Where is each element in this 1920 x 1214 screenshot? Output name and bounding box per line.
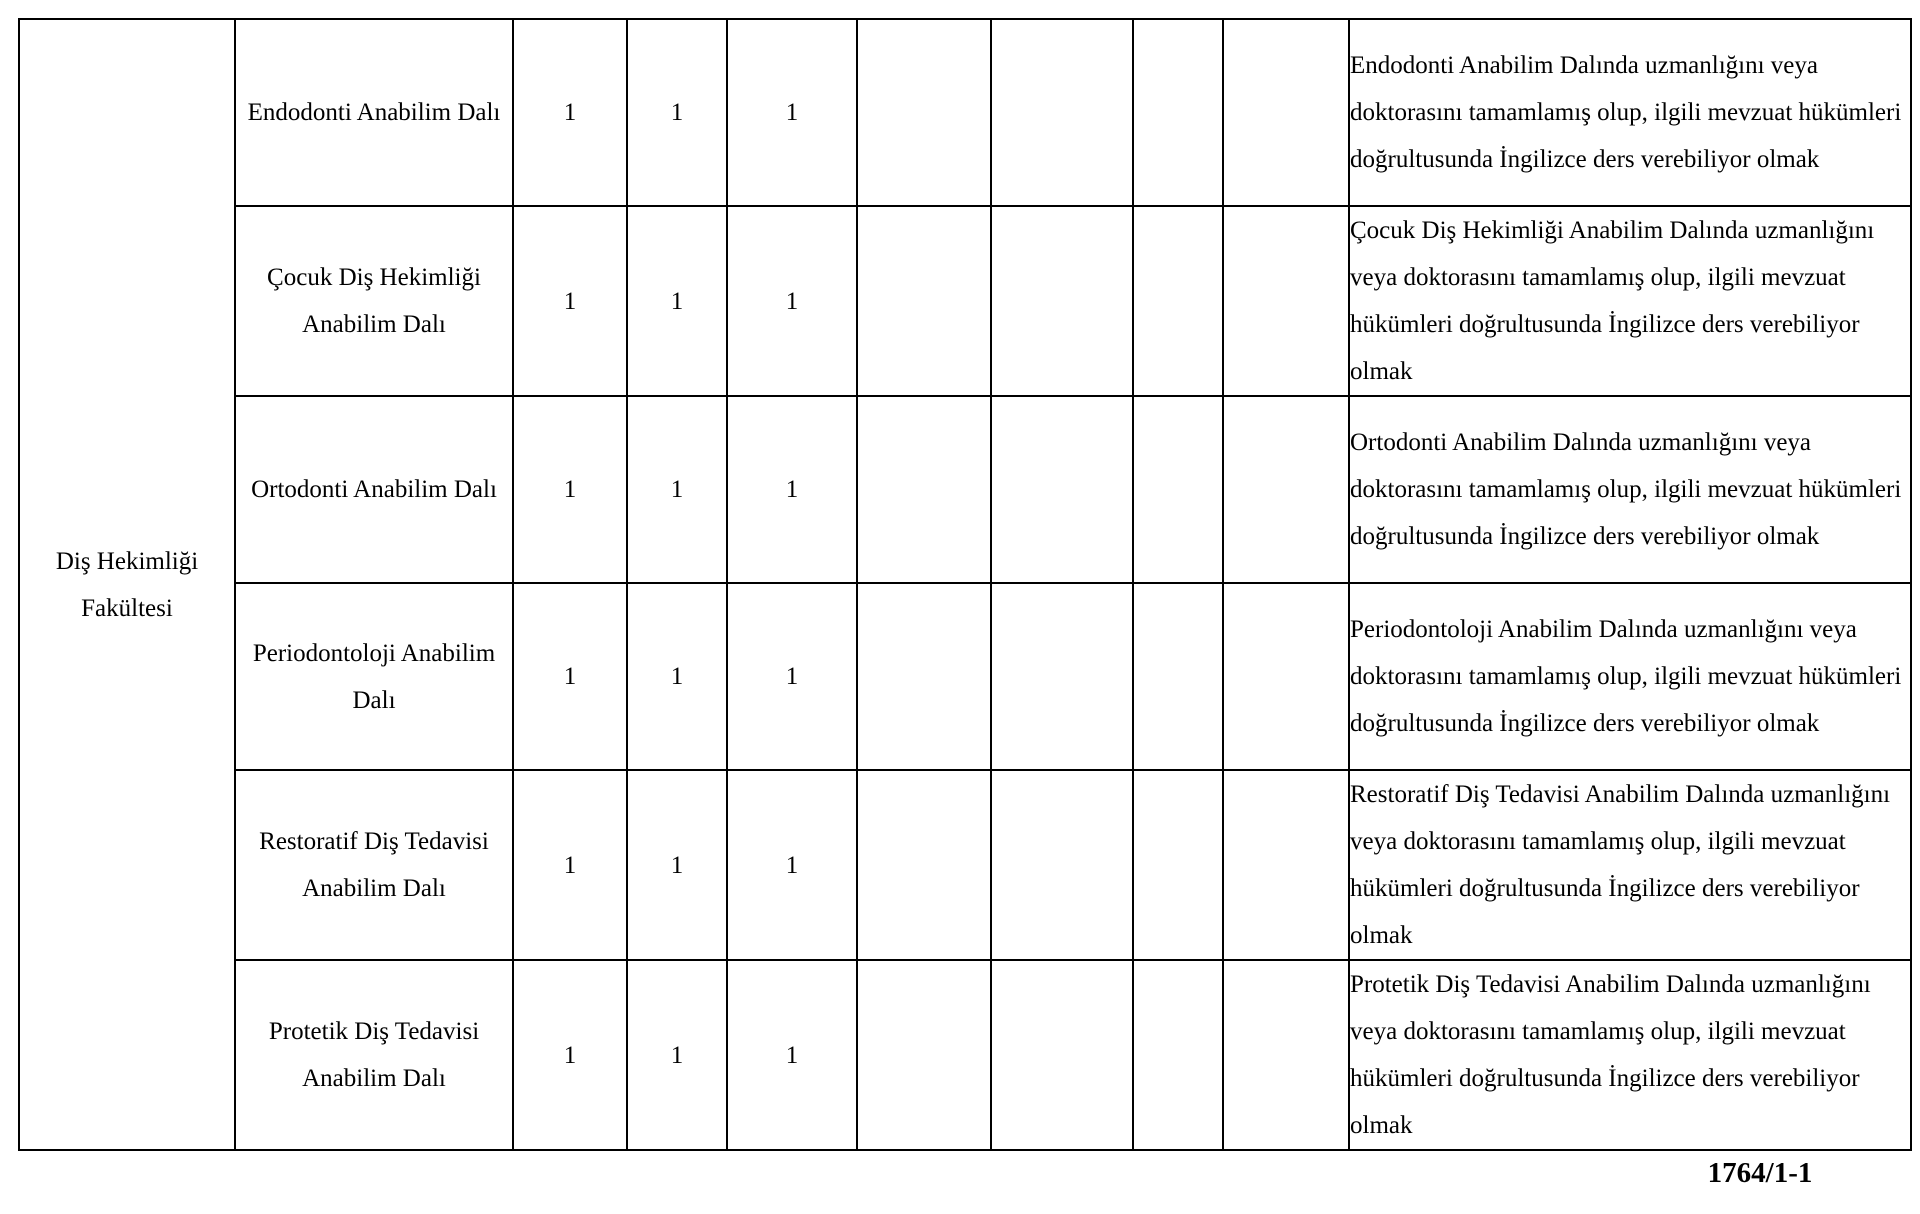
empty-cell bbox=[857, 206, 991, 396]
count-cell-2: 1 bbox=[627, 583, 727, 770]
empty-cell bbox=[1133, 960, 1223, 1150]
empty-cell bbox=[991, 960, 1133, 1150]
page-number: 1764/1-1 bbox=[1707, 1157, 1813, 1189]
department-cell: Restoratif Diş Tedavisi Anabilim Dalı bbox=[235, 770, 513, 960]
count-cell-3: 1 bbox=[727, 583, 857, 770]
empty-cell bbox=[1133, 770, 1223, 960]
table-body bbox=[19, 19, 1911, 1150]
count-cell-3: 1 bbox=[727, 206, 857, 396]
requirement-cell: Protetik Diş Tedavisi Anabilim Dalında uzmanlığını veya doktorasını tamamlamış olup, ilgili mevzuat hükümleri doğrultusunda İngilizce ders verebiliyor olmak bbox=[1349, 960, 1911, 1150]
requirement-cell: Çocuk Diş Hekimliği Anabilim Dalında uzmanlığını veya doktorasını tamamlamış olup, ilgili mevzuat hükümleri doğrultusunda İngilizce ders verebiliyor olmak bbox=[1349, 206, 1911, 396]
table-row bbox=[19, 19, 1911, 206]
count-cell-3: 1 bbox=[727, 396, 857, 583]
empty-cell bbox=[991, 206, 1133, 396]
empty-cell bbox=[1133, 583, 1223, 770]
empty-cell bbox=[1133, 396, 1223, 583]
table-row bbox=[19, 770, 1911, 960]
count-cell-1: 1 bbox=[513, 396, 627, 583]
empty-cell bbox=[1223, 19, 1349, 206]
count-cell-3: 1 bbox=[727, 770, 857, 960]
faculty-cell: Diş Hekimliği Fakültesi bbox=[19, 19, 235, 1150]
count-cell-1: 1 bbox=[513, 583, 627, 770]
count-cell-1: 1 bbox=[513, 960, 627, 1150]
empty-cell bbox=[1223, 206, 1349, 396]
table-row bbox=[19, 206, 1911, 396]
count-cell-2: 1 bbox=[627, 206, 727, 396]
requirement-cell: Periodontoloji Anabilim Dalında uzmanlığını veya doktorasını tamamlamış olup, ilgili mevzuat hükümleri doğrultusunda İngilizce ders verebiliyor olmak bbox=[1349, 583, 1911, 770]
count-cell-2: 1 bbox=[627, 770, 727, 960]
department-cell: Endodonti Anabilim Dalı bbox=[235, 19, 513, 206]
empty-cell bbox=[857, 770, 991, 960]
requirement-cell: Restoratif Diş Tedavisi Anabilim Dalında uzmanlığını veya doktorasını tamamlamış olup, ilgili mevzuat hükümleri doğrultusunda İngilizce ders verebiliyor olmak bbox=[1349, 770, 1911, 960]
count-cell-1: 1 bbox=[513, 19, 627, 206]
department-cell: Periodontoloji Anabilim Dalı bbox=[235, 583, 513, 770]
count-cell-1: 1 bbox=[513, 206, 627, 396]
empty-cell bbox=[1223, 770, 1349, 960]
empty-cell bbox=[857, 960, 991, 1150]
empty-cell bbox=[991, 396, 1133, 583]
department-cell: Ortodonti Anabilim Dalı bbox=[235, 396, 513, 583]
empty-cell bbox=[1223, 583, 1349, 770]
table-row bbox=[19, 583, 1911, 770]
empty-cell bbox=[1133, 206, 1223, 396]
requirement-cell: Ortodonti Anabilim Dalında uzmanlığını veya doktorasını tamamlamış olup, ilgili mevzuat hükümleri doğrultusunda İngilizce ders verebiliyor olmak bbox=[1349, 396, 1911, 583]
table-row bbox=[19, 960, 1911, 1150]
empty-cell bbox=[1223, 960, 1349, 1150]
department-cell: Çocuk Diş Hekimliği Anabilim Dalı bbox=[235, 206, 513, 396]
department-cell: Protetik Diş Tedavisi Anabilim Dalı bbox=[235, 960, 513, 1150]
empty-cell bbox=[1223, 396, 1349, 583]
requirement-cell: Endodonti Anabilim Dalında uzmanlığını veya doktorasını tamamlamış olup, ilgili mevzuat hükümleri doğrultusunda İngilizce ders verebiliyor olmak bbox=[1349, 19, 1911, 206]
empty-cell bbox=[991, 19, 1133, 206]
empty-cell bbox=[857, 396, 991, 583]
empty-cell bbox=[1133, 19, 1223, 206]
table-row bbox=[19, 396, 1911, 583]
empty-cell bbox=[857, 19, 991, 206]
count-cell-3: 1 bbox=[727, 960, 857, 1150]
count-cell-1: 1 bbox=[513, 770, 627, 960]
empty-cell bbox=[991, 583, 1133, 770]
empty-cell bbox=[991, 770, 1133, 960]
count-cell-2: 1 bbox=[627, 396, 727, 583]
count-cell-2: 1 bbox=[627, 960, 727, 1150]
count-cell-3: 1 bbox=[727, 19, 857, 206]
count-cell-2: 1 bbox=[627, 19, 727, 206]
position-table bbox=[18, 18, 1912, 1151]
empty-cell bbox=[857, 583, 991, 770]
